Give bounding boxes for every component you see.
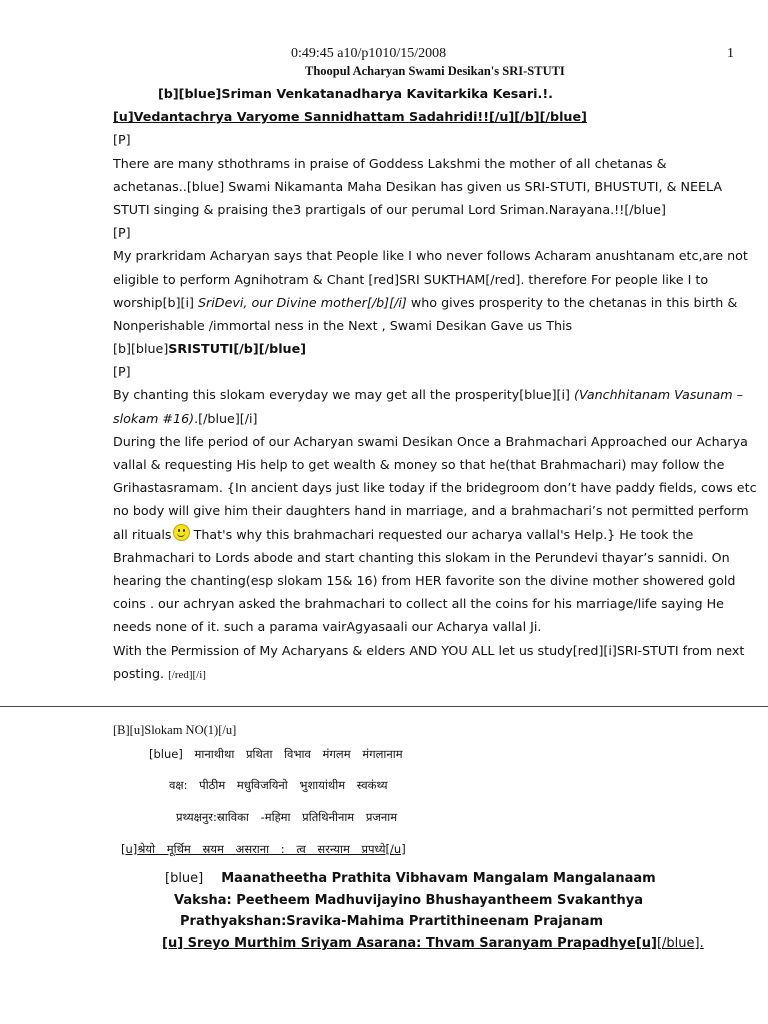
body-line: eligible to perform Agnihotram & Chant [red]SRI SUKTHAM[/red]. therefore For people like I to <box>113 271 709 287</box>
body-line <box>113 383 763 406</box>
devanagari-line: [blue] मानाथीथा प्रथिता विभाव मंगलम मंगलानाम <box>149 747 403 761</box>
page-divider <box>0 706 768 707</box>
devanagari-text: श्रेयो मूर्थिम स्रयम असराना : त्व सरन्याम प्रपध्ये[/u] <box>137 842 406 856</box>
body-line <box>113 662 763 685</box>
body-text: [b][blue] <box>113 341 169 357</box>
body-text: posting. <box>113 665 169 681</box>
body-text-small: [/red][/i] <box>168 668 206 681</box>
body-text: who gives prosperity to the chetanas in this birth & <box>406 294 738 310</box>
transliteration-line: Prathyakshan:Sravika-Mahima Prartithineenam Prajanam <box>180 914 604 929</box>
body-text-italic: SriDevi, our Divine mother[/b][/i] <box>198 294 407 310</box>
body-line: no body will give him their daughters hand in marriage, and a brahmachari’s not permitted perform <box>113 503 749 519</box>
body-line <box>113 337 763 360</box>
sloka-heading: [B][u]Slokam NO(1)[/u] <box>113 723 237 737</box>
devanagari-text: [u] <box>121 842 138 856</box>
document-title: Thoopul Acharyan Swami Desikan's SRI-STUTI <box>305 64 565 78</box>
devanagari-line <box>121 842 406 857</box>
body-line: During the life period of our Acharyan swami Desikan Once a Brahmachari Approached our Acharya <box>113 433 748 449</box>
body-text: That's why this brahmachari requested our acharya vallal's Help.} He took the <box>189 526 694 542</box>
devanagari-line: प्रथ्यक्षनुर:स्राविका -महिमा प्रतिथिनीनाम प्रजनाम <box>176 810 398 824</box>
body-line: My prarkridam Acharyan says that People like I who never follows Acharam anushtanam etc,are not <box>113 248 748 264</box>
markup-tag: [blue] <box>165 871 204 886</box>
body-line: coins . our achryan asked the brahmachari to collect all the coins for his marriage/life saying He <box>113 596 724 612</box>
body-line: [P] <box>113 132 131 148</box>
body-line: Nonperishable /immortal ness in the Next , Swami Desikan Gave us This <box>113 317 573 333</box>
body-line: achetanas..[blue] Swami Nikamanta Maha Desikan has given us SRI-STUTI, BHUSTUTI, & NEELA <box>113 178 723 194</box>
body-text-italic: (Vanchhitanam Vasunam – <box>574 387 744 403</box>
transliteration-text: Maanatheetha Prathita Vibhavam Mangalam Mangalanaam <box>221 871 656 886</box>
body-line: hearing the chanting(esp slokam 15& 16) from HER favorite son the divine mother showered gold <box>113 572 736 588</box>
body-line: [b][blue]Sriman Venkatanadharya Kavitarkika Kesari.!. <box>158 86 553 101</box>
body-line: vallal & requesting His help to get wealth & money so that he(that Brahmachari) may follow the <box>113 457 725 472</box>
body-line: With the Permission of My Acharyans & elders AND YOU ALL let us study[red][i]SRI-STUTI from next <box>113 642 745 658</box>
body-line: needs none of it. such a parama vairAgyasaali our Acharya vallal Ji. <box>113 619 542 635</box>
body-text: worship[b][i] <box>113 294 198 310</box>
body-line <box>113 291 763 314</box>
body-line <box>113 523 763 546</box>
markup-tag: [/blue]. <box>656 936 704 951</box>
smiley-icon <box>173 524 190 541</box>
body-line <box>113 407 763 430</box>
body-text: By chanting this slokam everyday we may get all the prosperity[blue][i] <box>113 387 574 403</box>
body-line: [P] <box>113 364 131 380</box>
post-body <box>113 82 763 685</box>
body-line: Brahmachari to Lords abode and start chanting this slokam in the Perundevi thayar’s sannidi. On <box>113 549 730 565</box>
header-timestamp: 0:49:45 a10/p1010/15/2008 <box>291 46 447 61</box>
devanagari-line: वक्ष: पीठीम मधुविजयिनो भुशायांथीम स्वकंथ्य <box>169 778 388 792</box>
body-line: [P] <box>113 225 131 241</box>
body-line: [u]Vedantachrya Varyome Sannidhattam Sadahridi!![/u][/b][/blue] <box>113 109 587 125</box>
body-text: .[/blue][/i] <box>194 410 258 426</box>
transliteration-line <box>165 871 656 886</box>
body-text: all rituals <box>113 526 172 542</box>
body-text-bold: SRISTUTI[/b][/blue] <box>168 341 306 357</box>
body-text-italic: slokam #16) <box>113 410 195 426</box>
transliteration-line: Vaksha: Peetheem Madhuvijayino Bhushayantheem Svakanthya <box>174 893 643 908</box>
body-line: STUTI singing & praising the3 prartigals of our perumal Lord Sriman.Narayana.!![/blue] <box>113 201 666 217</box>
page-number: 1 <box>727 46 734 61</box>
body-line: Grihastasramam. {In ancient days just like today if the bridegroom don’t have paddy fields, cows etc <box>113 480 757 496</box>
body-line: There are many sthothrams in praise of Goddess Lakshmi the mother of all chetanas & <box>113 155 667 171</box>
transliteration-line <box>162 936 704 951</box>
transliteration-text: [u] Sreyo Murthim Sriyam Asarana: Thvam Saranyam Prapadhye[u] <box>162 936 657 951</box>
